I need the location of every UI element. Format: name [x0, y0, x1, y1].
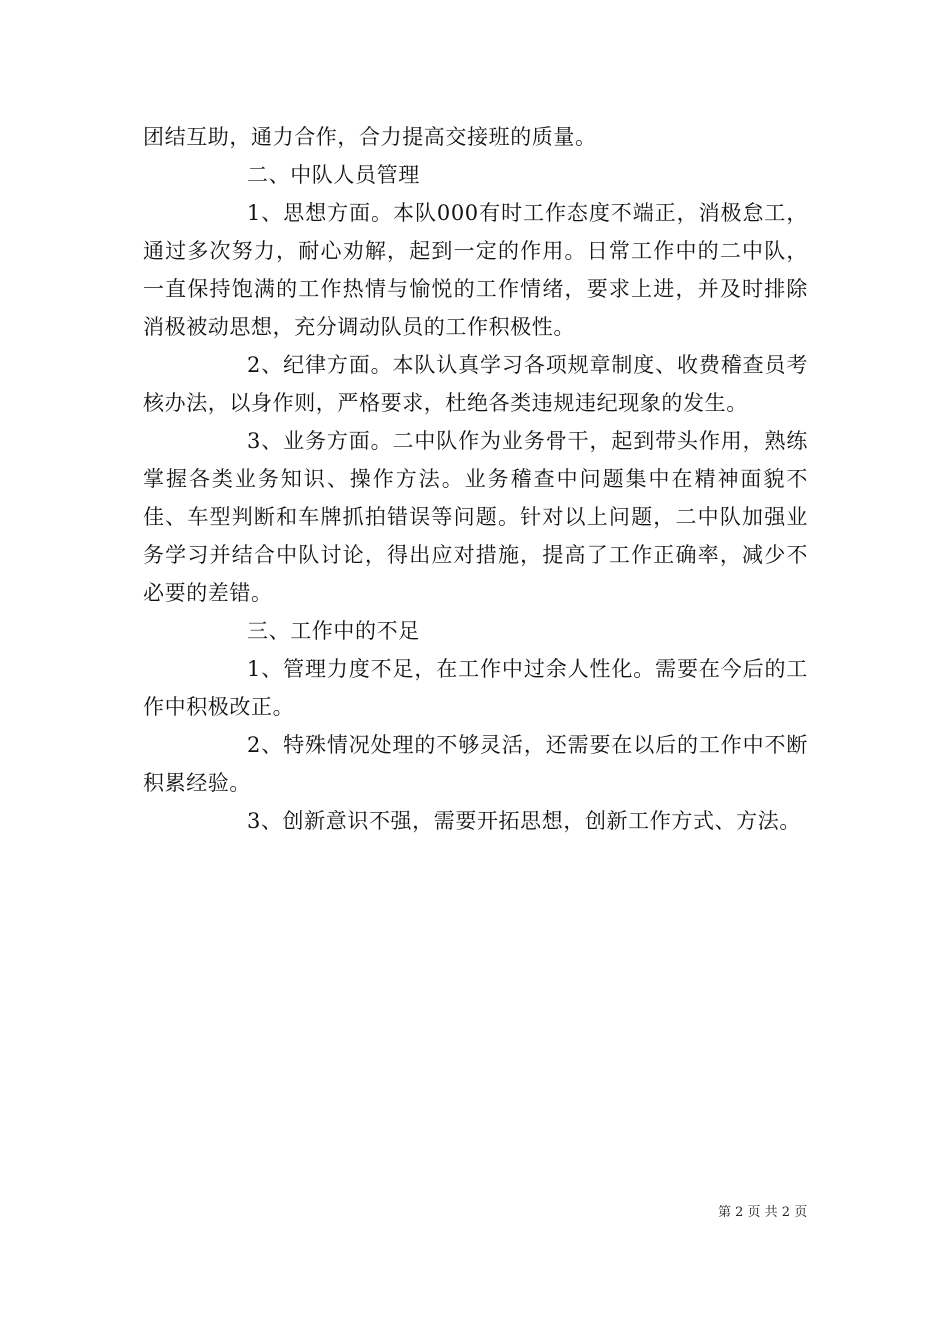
section-heading-shortcomings: 三、工作中的不足: [247, 619, 420, 643]
paragraph-shortcoming-flexibility: 2、特殊情况处理的不够灵活，还需要在以后的工作中不断积累经验。: [143, 733, 808, 795]
paragraph-thinking: 1、思想方面。本队000有时工作态度不端正，消极怠工，通过多次努力，耐心劝解，起到一定的作用。日常工作中的二中队，一直保持饱满的工作热情与愉悦的工作情绪，要求上进，并及时排除消极被动思想，充分调动队员的工作积极性。: [143, 201, 808, 339]
section-heading-personnel-management: 二、中队人员管理: [247, 163, 420, 187]
paragraph-continuation: 团结互助，通力合作，合力提高交接班的质量。: [143, 125, 597, 149]
paragraph-shortcoming-management: 1、管理力度不足，在工作中过余人性化。需要在今后的工作中积极改正。: [143, 657, 808, 719]
paragraph-shortcoming-innovation: 3、创新意识不强，需要开拓思想，创新工作方式、方法。: [247, 809, 801, 833]
page-number-footer: 第 2 页 共 2 页: [718, 1205, 808, 1220]
paragraph-business: 3、业务方面。二中队作为业务骨干，起到带头作用，熟练掌握各类业务知识、操作方法。业务稽查中问题集中在精神面貌不佳、车型判断和车牌抓拍错误等问题。针对以上问题，二中队加强业务学习并结合中队讨论，得出应对措施，提高了工作正确率，减少不必要的差错。: [143, 429, 808, 605]
document-body: [143, 118, 808, 840]
paragraph-discipline: 2、纪律方面。本队认真学习各项规章制度、收费稽查员考核办法，以身作则，严格要求，杜绝各类违规违纪现象的发生。: [143, 353, 808, 415]
